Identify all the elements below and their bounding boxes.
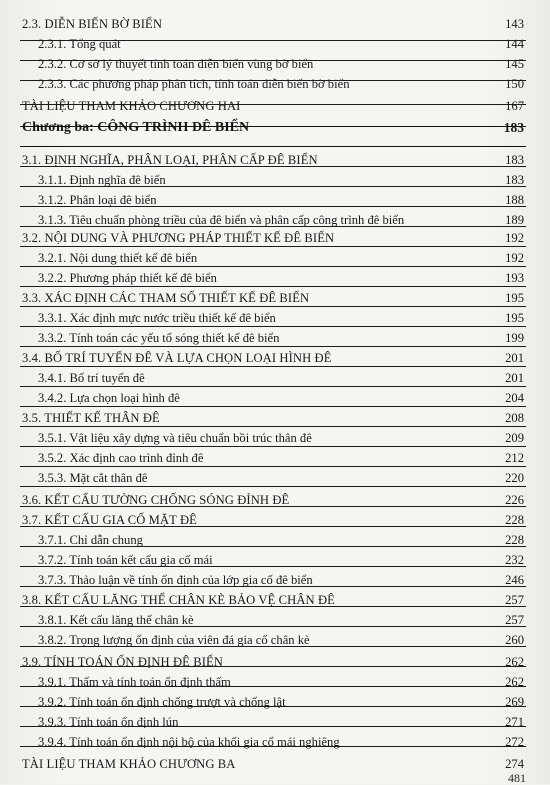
divider-line <box>20 546 526 547</box>
entry-page: 260 <box>505 633 524 647</box>
entry-title: 3.2.2. Phương pháp thiết kế đê biển <box>38 271 217 285</box>
entry-page: 167 <box>505 99 524 113</box>
section-entry <box>0 510 550 530</box>
divider-line <box>20 286 526 287</box>
entry-title: 3.7.2. Tính toán kết cấu gia cố mái <box>38 553 213 567</box>
subsection-entry <box>0 610 550 630</box>
entry-page: 189 <box>505 213 524 227</box>
entry-page: 271 <box>505 715 524 729</box>
entry-title: 3.2. NỘI DUNG VÀ PHƯƠNG PHÁP THIẾT KẾ ĐÊ BIỂN <box>22 231 335 245</box>
entry-title: 3.5.1. Vật liệu xây dựng và tiêu chuẩn bồi trúc thân đê <box>38 431 312 445</box>
divider-line <box>20 346 526 347</box>
subsection-entry <box>0 672 550 692</box>
subsection-entry <box>0 248 550 268</box>
subsection-entry <box>0 570 550 590</box>
entry-title: 3.4. BỐ TRÍ TUYẾN ĐÊ VÀ LỰA CHỌN LOẠI HÌNH ĐÊ <box>22 351 332 365</box>
entry-page: 150 <box>505 77 524 91</box>
entry-title: 3.9.1. Thấm và tính toán ổn định thấm <box>38 675 231 689</box>
divider-line <box>20 246 526 247</box>
divider-line <box>20 666 526 667</box>
section-entry <box>0 288 550 308</box>
entry-page: 262 <box>505 675 524 689</box>
entry-title: 2.3.3. Các phương pháp phân tích, tính toán diễn biến bờ biển <box>38 77 350 91</box>
divider-line <box>20 306 526 307</box>
entry-page: 143 <box>505 17 524 31</box>
divider-line <box>20 606 526 607</box>
entry-page: 195 <box>505 311 524 325</box>
divider-line <box>20 586 526 587</box>
subsection-entry <box>0 732 550 752</box>
entry-title: TÀI LIỆU THAM KHẢO CHƯƠNG BA <box>22 757 236 771</box>
divider-line <box>20 726 526 727</box>
subsection-entry <box>0 428 550 448</box>
divider-line <box>20 266 526 267</box>
entry-page: 257 <box>505 613 524 627</box>
entry-title: 3.3.2. Tính toán các yếu tố sóng thiết kế đê biển <box>38 331 280 345</box>
entry-title: 3.7.3. Thảo luận về tính ổn định của lớp gia cố đê biển <box>38 573 313 587</box>
divider-line <box>20 406 526 407</box>
section-entry <box>0 408 550 428</box>
entry-title: 3.9. TÍNH TOÁN ỔN ĐỊNH ĐÊ BIỂN <box>22 655 223 669</box>
entry-page: 272 <box>505 735 524 749</box>
divider-line <box>20 426 526 427</box>
entry-page: 257 <box>505 593 524 607</box>
subsection-entry <box>0 74 550 94</box>
subsection-entry <box>0 468 550 488</box>
entry-page: 226 <box>505 493 524 507</box>
entry-title: TÀI LIỆU THAM KHẢO CHƯƠNG HAI <box>22 99 241 113</box>
entry-page: 269 <box>505 695 524 709</box>
entry-title: 3.8.1. Kết cấu lăng thể chân kè <box>38 613 194 627</box>
subsection-entry <box>0 54 550 74</box>
subsection-entry <box>0 692 550 712</box>
divider-line <box>20 706 526 707</box>
divider-line <box>20 186 526 187</box>
divider-line <box>20 366 526 367</box>
entry-title: 3.5.2. Xác định cao trình đỉnh đê <box>38 451 204 465</box>
entry-title: 3.9.3. Tính toán ổn định lún <box>38 715 179 729</box>
entry-page: 195 <box>505 291 524 305</box>
page-number: 481 <box>508 771 526 785</box>
subsection-entry <box>0 388 550 408</box>
subsection-entry <box>0 308 550 328</box>
entry-title: 3.8. KẾT CẤU LĂNG THỂ CHÂN KÈ BẢO VỆ CHÂN ĐÊ <box>22 593 335 607</box>
subsection-entry <box>0 448 550 468</box>
entry-title: 3.7.1. Chỉ dẫn chung <box>38 533 143 547</box>
divider-line <box>20 746 526 747</box>
entry-title: 3.5. THIẾT KẾ THÂN ĐÊ <box>22 411 160 425</box>
subsection-entry <box>0 170 550 190</box>
section-entry <box>0 96 550 116</box>
divider-line <box>20 486 526 487</box>
subsection-entry <box>0 210 550 230</box>
entry-title: 3.7. KẾT CẤU GIA CỐ MẶT ĐÊ <box>22 513 197 527</box>
entry-page: 209 <box>505 431 524 445</box>
entry-title: 3.1.1. Định nghĩa đê biển <box>38 173 166 187</box>
divider-line <box>20 686 526 687</box>
entry-page: 183 <box>505 153 524 167</box>
divider-line <box>20 226 526 227</box>
section-entry <box>0 490 550 510</box>
subsection-entry <box>0 268 550 288</box>
subsection-entry <box>0 190 550 210</box>
entry-page: 201 <box>505 351 524 365</box>
divider-line <box>20 146 526 147</box>
entry-title: 3.4.1. Bố trí tuyến đê <box>38 371 145 385</box>
entry-title: 3.3.1. Xác định mực nước triều thiết kế đê biển <box>38 311 276 325</box>
chapter-heading <box>0 118 550 138</box>
entry-title: 3.1.2. Phân loại đê biển <box>38 193 157 207</box>
section-entry <box>0 348 550 368</box>
entry-page: 212 <box>505 451 524 465</box>
entry-page: 232 <box>505 553 524 567</box>
entry-title: 3.8.2. Trọng lượng ổn định của viên đá gia cố chân kè <box>38 633 310 647</box>
entry-title: 2.3. DIỄN BIẾN BỜ BIỂN <box>22 17 163 31</box>
entry-title: 3.3. XÁC ĐỊNH CÁC THAM SỐ THIẾT KẾ ĐÊ BIỂN <box>22 291 310 305</box>
divider-line <box>20 80 526 81</box>
entry-title: 3.1. ĐỊNH NGHĨA, PHÂN LOẠI, PHÂN CẤP ĐÊ BIỂN <box>22 153 318 167</box>
divider-line <box>20 626 526 627</box>
entry-title: 3.5.3. Mặt cắt thân đê <box>38 471 148 485</box>
entry-page: 183 <box>503 120 524 135</box>
entry-title: Chương ba: CÔNG TRÌNH ĐÊ BIỂN <box>22 120 250 135</box>
entry-title: 2.3.1. Tổng quát <box>38 37 121 51</box>
entry-page: 193 <box>505 271 524 285</box>
section-entry <box>0 754 550 774</box>
entry-page: 199 <box>505 331 524 345</box>
divider-line <box>20 206 526 207</box>
entry-page: 144 <box>505 37 524 51</box>
divider-line <box>20 40 526 41</box>
entry-title: 3.1.3. Tiêu chuẩn phòng triều của đê biển và phân cấp công trình đê biển <box>38 213 405 227</box>
divider-line <box>20 104 526 105</box>
entry-page: 192 <box>505 231 524 245</box>
section-entry <box>0 590 550 610</box>
subsection-entry <box>0 712 550 732</box>
divider-line <box>20 166 526 167</box>
divider-line <box>20 326 526 327</box>
entry-page: 246 <box>505 573 524 587</box>
divider-line <box>20 526 526 527</box>
divider-line <box>20 566 526 567</box>
subsection-entry <box>0 34 550 54</box>
entry-page: 192 <box>505 251 524 265</box>
entry-title: 3.4.2. Lựa chọn loại hình đê <box>38 391 180 405</box>
divider-line <box>20 506 526 507</box>
entry-title: 2.3.2. Cơ sở lý thuyết tính toán diễn biến vùng bờ biển <box>38 57 314 71</box>
entry-title: 3.9.2. Tính toán ổn định chống trượt và chống lật <box>38 695 286 709</box>
subsection-entry <box>0 328 550 348</box>
entry-page: 228 <box>505 533 524 547</box>
divider-line <box>20 386 526 387</box>
divider-line <box>20 126 526 127</box>
section-entry <box>0 228 550 248</box>
divider-line <box>20 646 526 647</box>
section-entry <box>0 652 550 672</box>
entry-page: 201 <box>505 371 524 385</box>
section-entry <box>0 150 550 170</box>
entry-page: 262 <box>505 655 524 669</box>
section-entry <box>0 14 550 34</box>
entry-page: 208 <box>505 411 524 425</box>
subsection-entry <box>0 368 550 388</box>
entry-title: 3.2.1. Nội dung thiết kế đê biển <box>38 251 198 265</box>
entry-page: 220 <box>505 471 524 485</box>
entry-page: 274 <box>505 757 524 771</box>
entry-page: 204 <box>505 391 524 405</box>
entry-page: 145 <box>505 57 524 71</box>
subsection-entry <box>0 550 550 570</box>
entry-page: 188 <box>505 193 524 207</box>
entry-title: 3.9.4. Tính toán ổn định nội bộ của khối gia cố mái nghiêng <box>38 735 340 749</box>
subsection-entry <box>0 530 550 550</box>
entry-title: 3.6. KẾT CẤU TƯỜNG CHỐNG SÓNG ĐỈNH ĐÊ <box>22 493 290 507</box>
subsection-entry <box>0 630 550 650</box>
entry-page: 183 <box>505 173 524 187</box>
entry-page: 228 <box>505 513 524 527</box>
divider-line <box>20 60 526 61</box>
divider-line <box>20 446 526 447</box>
divider-line <box>20 466 526 467</box>
